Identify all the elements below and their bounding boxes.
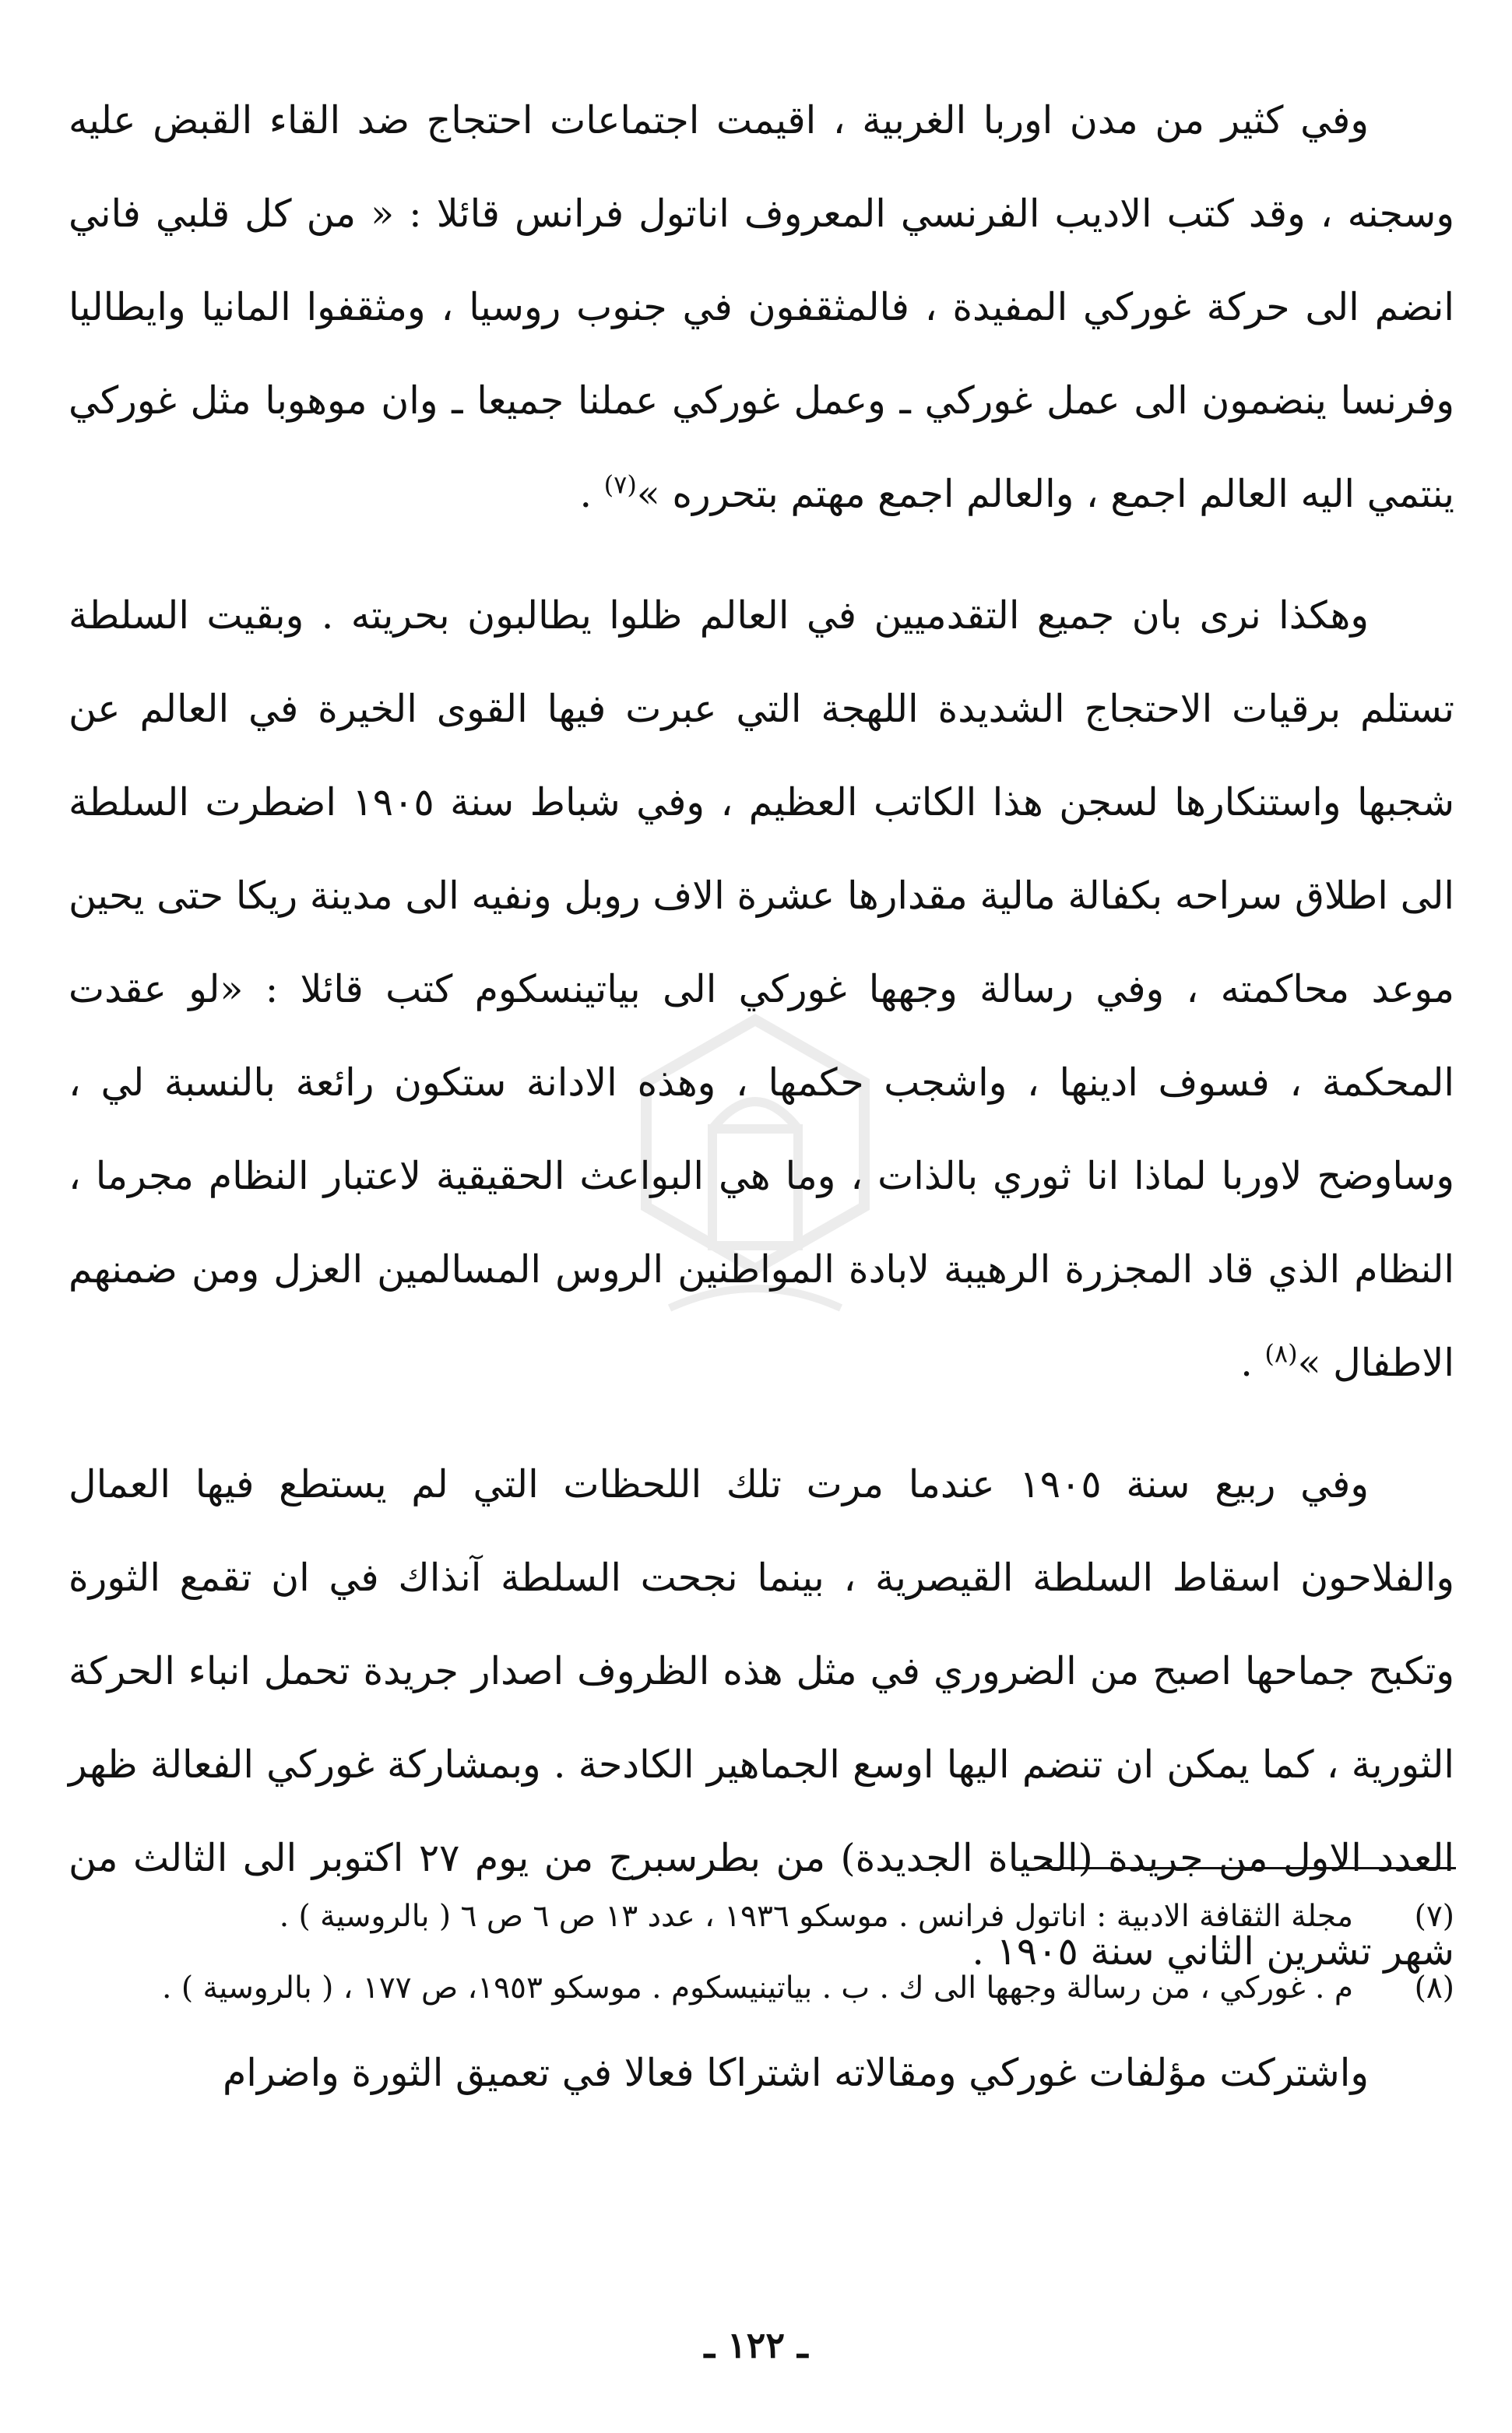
footnote-text: مجلة الثقافة الادبية : اناتول فرانس . موسكو ١٩٣٦ ، عدد ١٣ ص ٦ ص ٦ ( بالروسية ) .: [279, 1899, 1353, 1934]
paragraph-2-text: وهكذا نرى بان جميع التقدميين في العالم ظلوا يطالبون بحريته . وبقيت السلطة تستلم برقيات الاحتجاج الشديدة اللهجة التي عبرت فيها القوى الخيرة في العالم عن شجبها واستنكارها لسجن هذا الكاتب العظيم ، وفي شباط سنة ١٩٠٥ اضطرت السلطة الى اطلاق سراحه بكفالة مالية مقدارها عشرة الاف روبل ونفيه الى مدينة ريكا حتى يحين موعد محاكمته ، وفي رسالة وجهها غوركي الى بياتينسكوم كتب قائلا : «لو عقدت المحكمة ، فسوف ادينها ، واشجب حكمها ، وهذه الادانة ستكون رائعة بالنسبة لي ، وساوضح لاوربا لماذا انا ثوري بالذات ، وما هي البواعث الحقيقية لاعتبار النظام مجرما ، النظام الذي قاد المجزرة الرهيبة لابادة المواطنين الروس المسالمين العزل ومن ضمنهم الاطفال »: [69, 593, 1454, 1385]
paragraph-4: [69, 2027, 1454, 2120]
footnote-ref-7: (٧): [603, 469, 637, 500]
paragraph-1: [69, 74, 1454, 541]
paragraph-3-text: وفي ربيع سنة ١٩٠٥ عندما مرت تلك اللحظات التي لم يستطع فيها العمال والفلاحون اسقاط السلطة القيصرية ، بينما نجحت السلطة آنذاك في ان تقمع الثورة وتكبح جماحها اصبح من الضروري في مثل هذه الظروف اصدار جريدة تحمل انباء الحركة الثورية ، كما يمكن ان تنضم اليها اوسع الجماهير الكادحة . وبمشاركة غوركي الفعالة ظهر العدد الاول من جريدة (الحياة الجديدة) من بطرسبرج من يوم ٢٧ اكتوبر الى الثالث من شهر تشرين الثاني سنة ١٩٠٥ .: [69, 1462, 1455, 1974]
footnote-ref-8: (٨): [1264, 1338, 1298, 1369]
paragraph-2-tail: .: [1240, 1341, 1265, 1385]
main-text: [69, 74, 1454, 2120]
footnote-7: [69, 1892, 1454, 1942]
footnote-8: [69, 1964, 1454, 2013]
paragraph-1-tail: .: [579, 472, 604, 516]
footnote-number: (٨): [1414, 1971, 1454, 2006]
paragraph-1-text: وفي كثير من مدن اوربا الغربية ، اقيمت اجتماعات احتجاج ضد القاء القبض عليه وسجنه ، وقد كتب الاديب الفرنسي المعروف اناتول فرانس قائلا : « من كل قلبي فاني انضم الى حركة غوركي المفيدة ، فالمثقفون في جنوب روسيا ، ومثقفوا المانيا وايطاليا وفرنسا ينضمون الى عمل غوركي ـ وعمل غوركي عملنا جميعا ـ وان موهوبا مثل غوركي ينتمي اليه العالم اجمع ، والعالم اجمع مهتم بتحرره »: [69, 98, 1454, 516]
paragraph-2: [69, 569, 1454, 1410]
footnote-text: م . غوركي ، من رسالة وجهها الى ك . ب . بياتينيسكوم . موسكو ١٩٥٣، ص ١٧٧ ، ( بالروسية ) .: [162, 1971, 1353, 2006]
footnote-number: (٧): [1414, 1899, 1454, 1934]
page-number: ـ ١٢٢ ـ: [704, 2324, 808, 2366]
footnotes: [69, 1892, 1454, 2035]
paragraph-4-text: واشتركت مؤلفات غوركي ومقالاته اشتراكا فعالا في تعميق الثورة واضرام: [222, 2051, 1369, 2095]
footnote-divider: [1036, 1867, 1456, 1869]
